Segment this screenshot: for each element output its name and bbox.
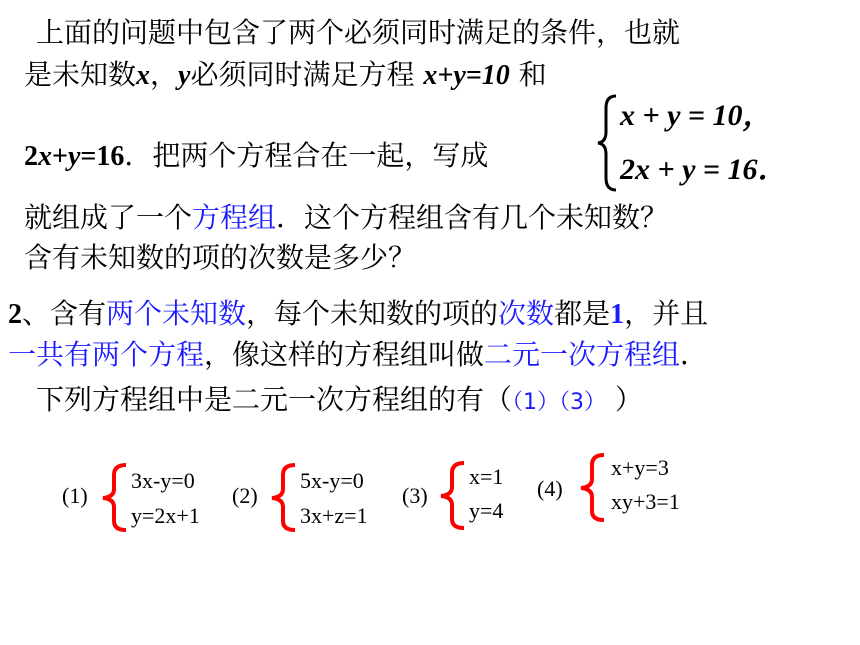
option-1-eq2: y=2x+1 (131, 503, 200, 528)
line2-end: 和 (509, 58, 547, 91)
equation-1: x+y=10 (423, 60, 510, 91)
eq2-y: y (67, 141, 81, 172)
para1-line3 (24, 139, 488, 174)
def-p2: ，每个未知数的项的 (246, 297, 499, 330)
def-p3: 都是 (554, 297, 611, 330)
option-2-label: (2) (232, 483, 258, 508)
var-y: y (178, 60, 191, 91)
eq2-coef: 2 (24, 141, 38, 172)
def-degree: 次数 (498, 297, 555, 330)
def-p4: ，并且 (624, 297, 709, 330)
option-4-eq2: xy+3=1 (611, 489, 680, 514)
para1-line5: 含有未知数的项的次数是多少？ (24, 241, 417, 274)
option-1-label: (1) (62, 483, 88, 508)
line3-rest: ．把两个方程合在一起，写成 (124, 139, 489, 172)
system-brace (594, 92, 620, 194)
para1-line1: 上面的问题中包含了两个必须同时满足的条件，也就 (36, 16, 681, 49)
question-close: ） (606, 383, 643, 416)
question (36, 383, 643, 420)
def-one: 1 (610, 299, 625, 330)
option-3-brace (436, 460, 468, 530)
def-p6: ． (680, 338, 709, 371)
eq2-rhs: =16 (80, 141, 125, 172)
option-4-label: (4) (537, 476, 563, 501)
comma: ， (150, 58, 179, 91)
term-equation-system: 方程组 (192, 201, 277, 234)
option-3-label: (3) (402, 483, 428, 508)
line4-pre: 就组成了一个 (24, 201, 193, 234)
para1-line2 (24, 58, 547, 93)
def-two-equations: 一共有两个方程 (8, 338, 205, 371)
option-4-brace (576, 452, 608, 522)
option-2-brace (267, 462, 299, 532)
def-p1: 、含有 (22, 297, 107, 330)
option-3-eq1: x=1 (469, 464, 504, 489)
def-p5: ，像这样的方程组叫做 (204, 338, 485, 371)
option-4-eq1: x+y=3 (611, 455, 669, 480)
option-3-eq2: y=4 (469, 498, 504, 523)
line2-mid: 必须同时满足方程 (190, 58, 424, 91)
system-eq2: 2x + y = 16． (620, 153, 788, 186)
definition-line1 (8, 297, 708, 332)
option-2-eq1: 5x-y=0 (300, 468, 364, 493)
definition-line2 (8, 338, 708, 372)
question-text: 下列方程组中是二元一次方程组的有（ (36, 383, 513, 416)
eq2-plus: + (52, 141, 68, 172)
def-term-linear-system: 二元一次方程组 (484, 338, 681, 371)
option-2-eq2: 3x+z=1 (300, 503, 368, 528)
option-1-eq1: 3x-y=0 (131, 468, 195, 493)
def-two-unknowns: 两个未知数 (106, 297, 247, 330)
line4-post: ．这个方程组含有几个未知数？ (276, 201, 669, 234)
question-answer: （1）（3） (512, 390, 607, 415)
system-eq1: x + y = 10， (620, 99, 773, 132)
option-1-brace (98, 462, 130, 532)
para1-line4 (24, 201, 668, 235)
line2-pre: 是未知数 (24, 58, 137, 91)
def-number: 2 (8, 299, 22, 330)
var-x: x (136, 60, 151, 91)
eq2-x: x (38, 141, 52, 172)
